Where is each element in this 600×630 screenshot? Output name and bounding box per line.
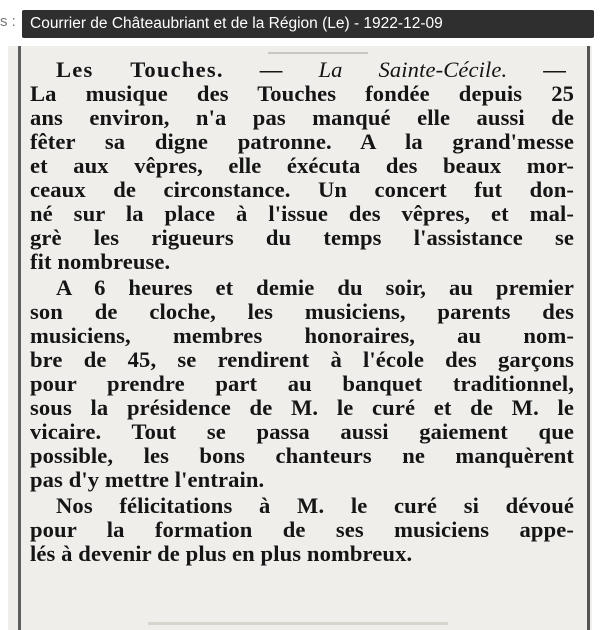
paragraph-line: A 6 heures et demie du soir, au premier xyxy=(56,275,574,300)
paragraph-line: et aux vêpres, elle éxécuta des beaux mor- xyxy=(30,153,574,178)
document-title-bar xyxy=(22,10,594,38)
article-headline: Les Touches. xyxy=(56,57,224,82)
heading-dash: — xyxy=(223,57,319,82)
paragraph-line: ans environ, n'a pas manqué elle aussi de xyxy=(30,105,574,130)
paragraph-line: ceaux de circonstance. Un concert fut don- xyxy=(30,177,574,202)
newspaper-scan xyxy=(8,46,592,630)
breadcrumb-tail: s : xyxy=(0,13,16,30)
subtitle-dash: — xyxy=(507,57,566,82)
paragraph-line: vicaire. Tout se passa aussi gaiement que xyxy=(30,419,574,444)
article-subtitle: La Sainte-Cécile. xyxy=(318,57,508,82)
viewer-header xyxy=(0,0,600,44)
paragraph-line: sous la présidence de M. le curé et de M. le xyxy=(30,395,574,420)
paragraph-line: musiciens, membres honoraires, au nom- xyxy=(30,323,574,348)
paragraph-line: fit nombreuse. xyxy=(30,249,171,274)
paragraph-line: lés à devenir de plus en plus nombreux. xyxy=(30,541,413,566)
paragraph-line: né sur la place à l'issue des vêpres, et mal- xyxy=(30,201,574,226)
article xyxy=(8,46,592,630)
paragraph-line: pas d'y mettre l'entrain. xyxy=(30,467,265,492)
paragraph-line: son de cloche, les musiciens, parents des xyxy=(30,299,574,324)
paragraph-line: pour prendre part au banquet traditionnel, xyxy=(30,371,574,396)
document-title: Courrier de Châteaubriant et de la Région (Le) - 1922-12-09 xyxy=(30,15,443,32)
article-heading xyxy=(56,58,566,82)
paragraph-line: grè les rigueurs du temps l'assistance se xyxy=(30,225,574,250)
paragraph-line: La musique des Touches fondée depuis 25 xyxy=(30,81,574,106)
paragraph-line: possible, les bons chanteurs ne manquèrent xyxy=(30,443,574,468)
paragraph-line: fêter sa digne patronne. A la grand'messe xyxy=(30,129,574,154)
paragraph-line: Nos félicitations à M. le curé si dévoué xyxy=(56,493,574,518)
paragraph-line: bre de 45, se rendirent à l'école des garçons xyxy=(30,347,574,372)
paragraph-line: pour la formation de ses musiciens appe- xyxy=(30,517,574,542)
